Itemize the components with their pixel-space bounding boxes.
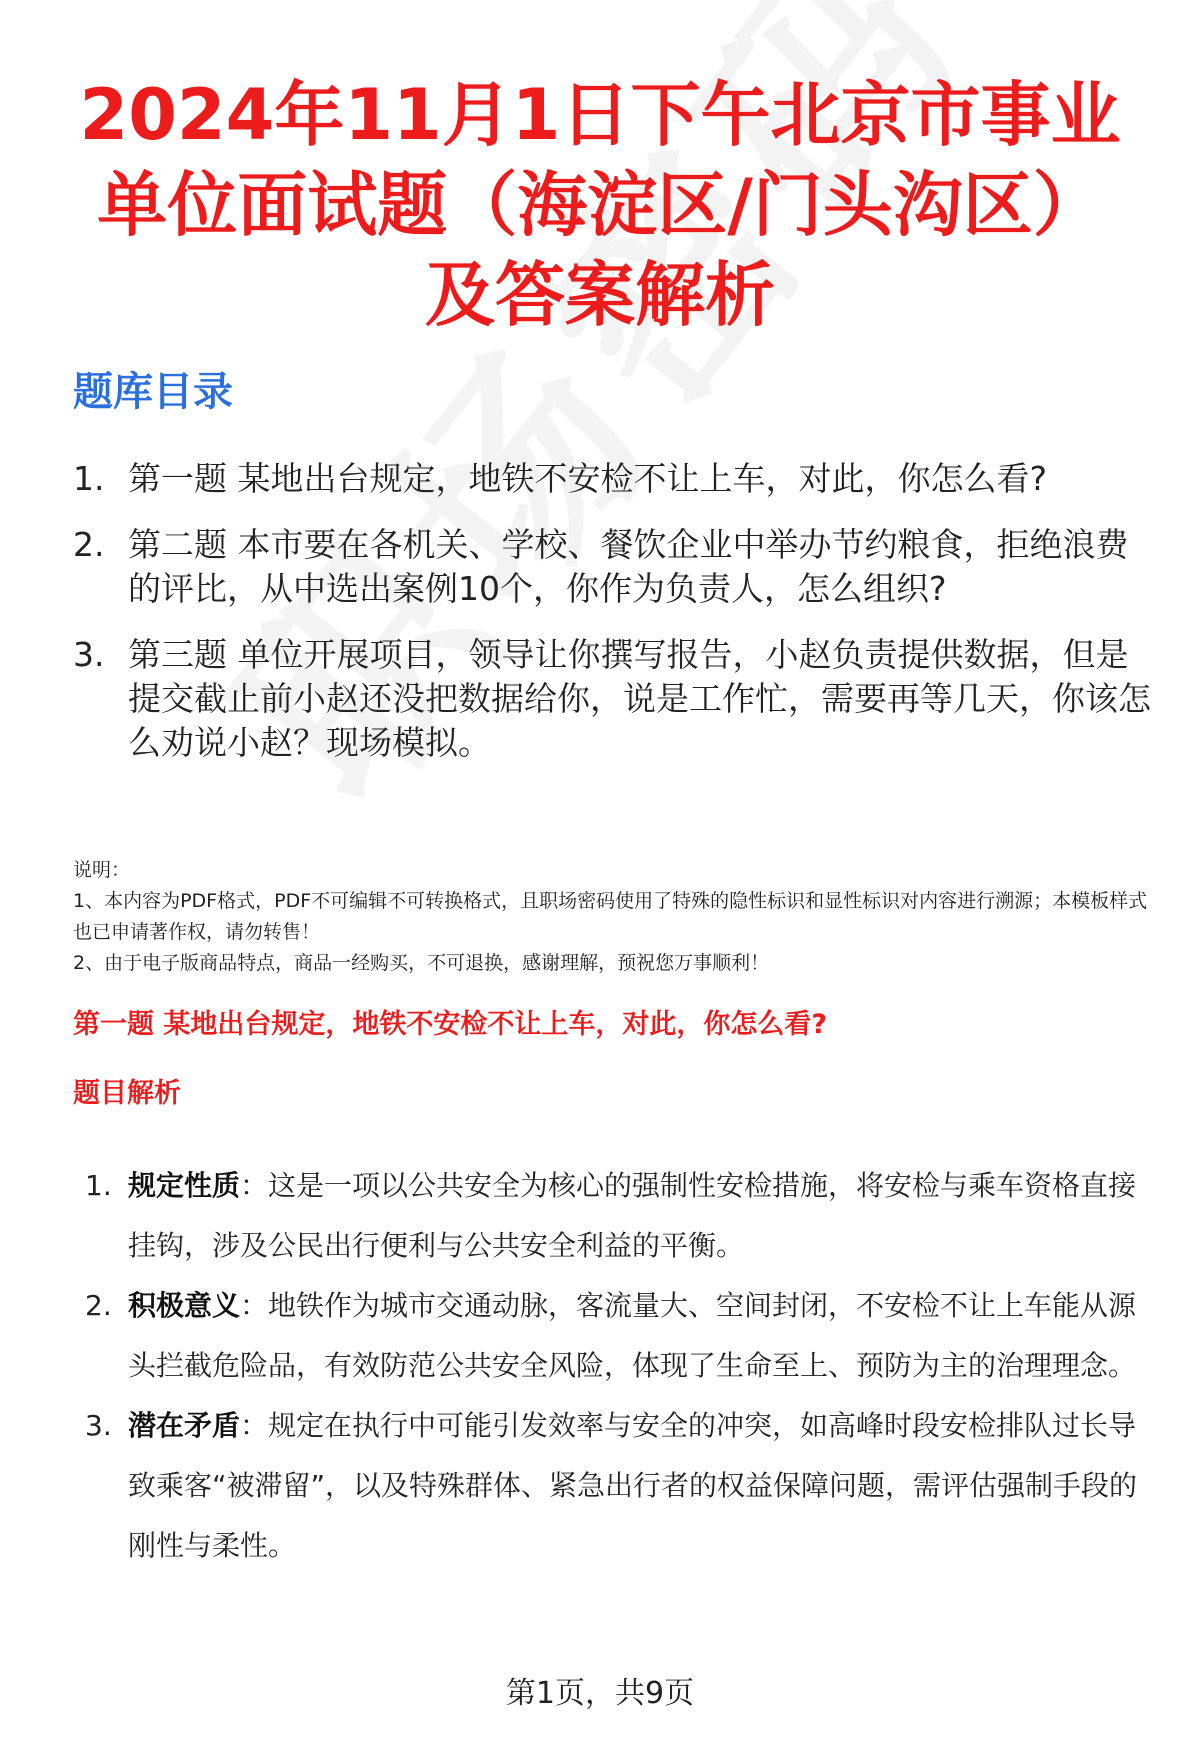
toc-item[interactable]: [73, 633, 1153, 765]
analysis-item-body: [128, 1156, 1145, 1276]
notice-line: 1、本内容为PDF格式，PDF不可编辑不可转换格式，且职场密码使用了特殊的隐性标识和显性标识对内容进行溯源；本模板样式也已申请著作权，请勿转售！: [73, 890, 1148, 943]
toc-item-text: 第一题 某地出台规定，地铁不安检不让上车，对此，你怎么看?: [128, 459, 1048, 498]
notice-line: 2、由于电子版商品特点，商品一经购买，不可退换，感谢理解，预祝您万事顺利！: [73, 952, 770, 974]
toc-heading: 题库目录: [73, 369, 233, 415]
analysis-item-text: ：地铁作为城市交通动脉，客流量大、空间封闭，不安检不让上车能从源头拦截危险品，有效防范公共安全风险，体现了生命至上、预防为主的治理理念。: [128, 1289, 1137, 1382]
analysis-item-body: [128, 1276, 1145, 1396]
document-title: 2024年11月1日下午北京市事业单位面试题（海淀区/门头沟区）及答案解析: [79, 74, 1121, 336]
analysis-item-number: 1.: [85, 1169, 112, 1202]
toc-item[interactable]: [73, 523, 1153, 611]
analysis-item: [85, 1396, 1145, 1576]
question-heading: 第一题 某地出台规定，地铁不安检不让上车，对此，你怎么看?: [73, 1009, 828, 1040]
analysis-item-term: 规定性质: [128, 1169, 241, 1202]
analysis-item-text: ：这是一项以公共安全为核心的强制性安检措施，将安检与乘车资格直接挂钩，涉及公民出行便利与公共安全利益的平衡。: [128, 1169, 1137, 1262]
toc-item[interactable]: [73, 457, 1153, 501]
notice-block: [73, 855, 1163, 979]
toc-item-number: 3.: [73, 635, 105, 674]
page-number: 第1页，共9页: [505, 1676, 695, 1711]
analysis-item: [85, 1156, 1145, 1276]
notice-label: 说明：: [73, 859, 131, 881]
toc-item-number: 2.: [73, 525, 105, 564]
analysis-item-term: 积极意义: [128, 1289, 241, 1322]
toc-item-text: 第二题 本市要在各机关、学校、餐饮企业中举办节约粮食，拒绝浪费的评比，从中选出案例10个，你作为负责人，怎么组织?: [128, 525, 1129, 608]
toc-item-number: 1.: [73, 459, 105, 498]
analysis-item-term: 潜在矛盾: [128, 1409, 241, 1442]
analysis-list: [85, 1156, 1145, 1576]
analysis-heading: 题目解析: [73, 1078, 181, 1109]
analysis-item-text: ：规定在执行中可能引发效率与安全的冲突，如高峰时段安检排队过长导致乘客“被滞留”，以及特殊群体、紧急出行者的权益保障问题，需评估强制手段的刚性与柔性。: [128, 1409, 1138, 1562]
analysis-item-body: [128, 1396, 1145, 1576]
toc-item-text: 第三题 单位开展项目，领导让你撰写报告，小赵负责提供数据，但是提交截止前小赵还没把数据给你，说是工作忙，需要再等几天，你该怎么劝说小赵？现场模拟。: [128, 635, 1151, 762]
analysis-item-number: 2.: [85, 1289, 112, 1322]
analysis-item: [85, 1276, 1145, 1396]
toc-list: [73, 457, 1153, 765]
analysis-item-number: 3.: [85, 1409, 112, 1442]
